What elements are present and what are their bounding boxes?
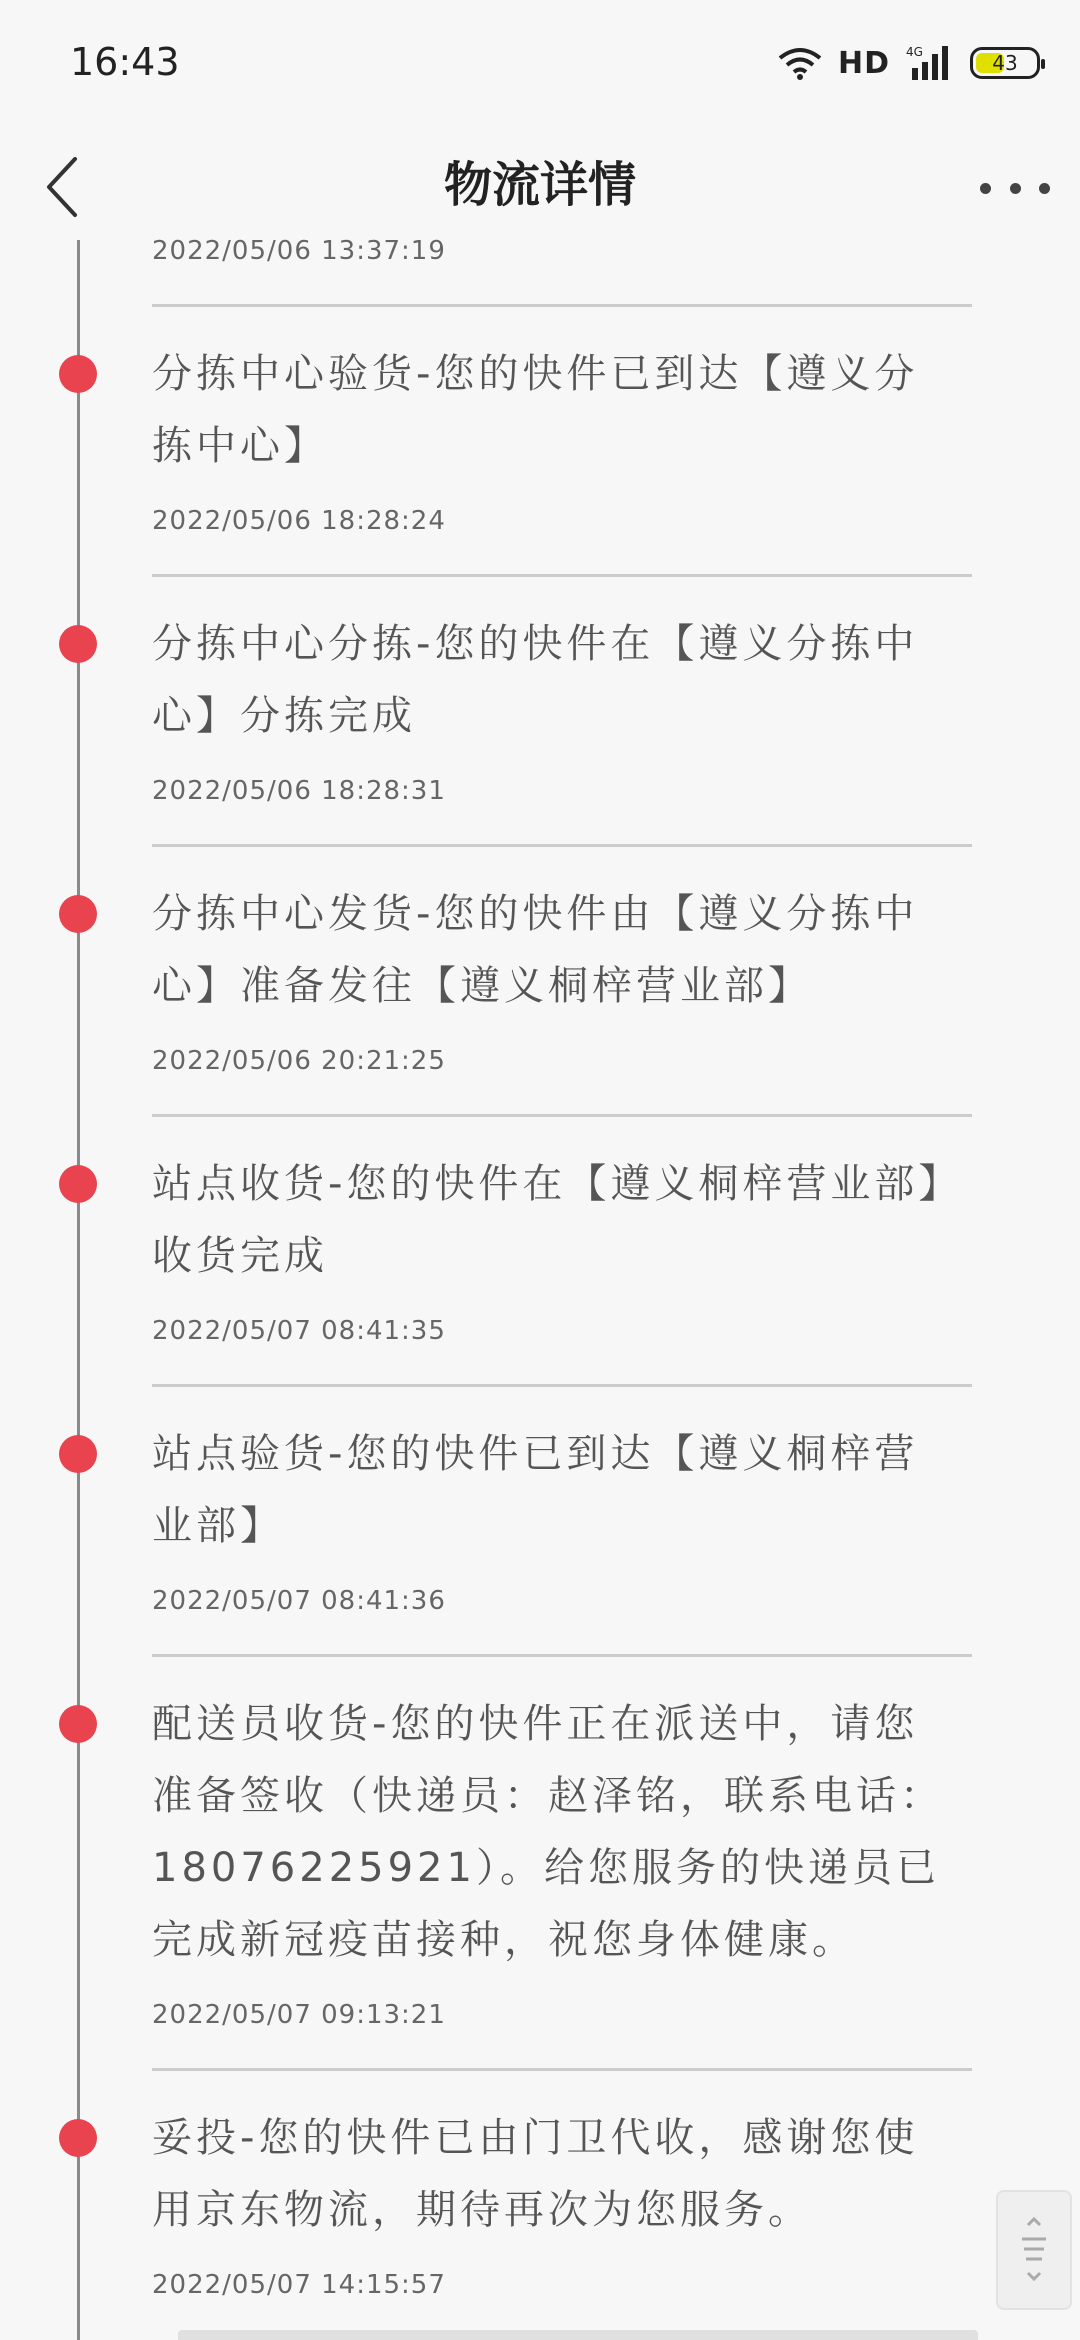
divider [152,304,972,307]
event-time: 2022/05/07 14:15:57 [152,2270,446,2300]
page-title: 物流详情 [443,157,636,213]
event-dot [59,1705,97,1743]
event-description: 分拣中心发货-您的快件由【遵义分拣中心】准备发往【遵义桐梓营业部】 [152,891,919,1009]
hd-label: HD [837,45,890,81]
divider [152,1654,972,1657]
more-dot [1039,183,1050,194]
event-time: 2022/05/07 09:13:21 [152,2000,446,2030]
event-description: 妥投-您的快件已由门卫代收，感谢您使用京东物流，期待再次为您服务。 [152,2115,919,2233]
event-description: 站点验货-您的快件已到达【遵义桐梓营业部】 [152,1431,919,1549]
event-time: 2022/05/06 18:28:24 [152,506,446,536]
event-dot [59,355,97,393]
more-dot [980,183,991,194]
signal-icon [906,44,954,82]
divider [152,2068,972,2071]
status-bar [0,0,1080,130]
event-time: 2022/05/07 08:41:35 [152,1316,446,1346]
scroll-handle-icon[interactable] [996,2190,1072,2310]
divider [152,1114,972,1117]
event-dot [59,895,97,933]
header [0,130,1080,240]
timeline-line [77,240,80,2340]
event-dot [59,1165,97,1203]
event-description: 分拣中心验货-您的快件已到达【遵义分拣中心】 [152,351,919,469]
bottom-bar [178,2330,978,2340]
event-dot [59,1435,97,1473]
event-dot [59,625,97,663]
svg-text:4G: 4G [906,45,923,59]
event-time: 2022/05/06 18:28:31 [152,776,446,806]
divider [152,844,972,847]
more-horizontal-icon[interactable] [980,158,1050,218]
event-description: 站点收货-您的快件在【遵义桐梓营业部】收货完成 [152,1161,943,1279]
event-description: 分拣中心分拣-您的快件在【遵义分拣中心】分拣完成 [152,621,919,739]
event-time: 2022/05/06 20:21:25 [152,1046,446,1076]
status-time: 16:43 [70,40,180,84]
status-icons [778,44,1040,82]
event-time: 2022/05/07 08:41:36 [152,1586,446,1616]
event-dot [59,2119,97,2157]
event-description: 配送员收货-您的快件正在派送中，请您准备签收（快递员：赵泽铭，联系电话：18076225921）。给您服务的快递员已完成新冠疫苗接种，祝您身体健康。 [152,1701,944,1963]
wifi-icon [778,46,822,80]
divider [152,1384,972,1387]
battery-icon [970,47,1040,79]
battery-level: 43 [992,51,1018,75]
divider [152,574,972,577]
event-time: 2022/05/06 13:37:19 [152,236,446,266]
logistics-timeline [0,236,1080,2340]
more-dot [1010,183,1021,194]
